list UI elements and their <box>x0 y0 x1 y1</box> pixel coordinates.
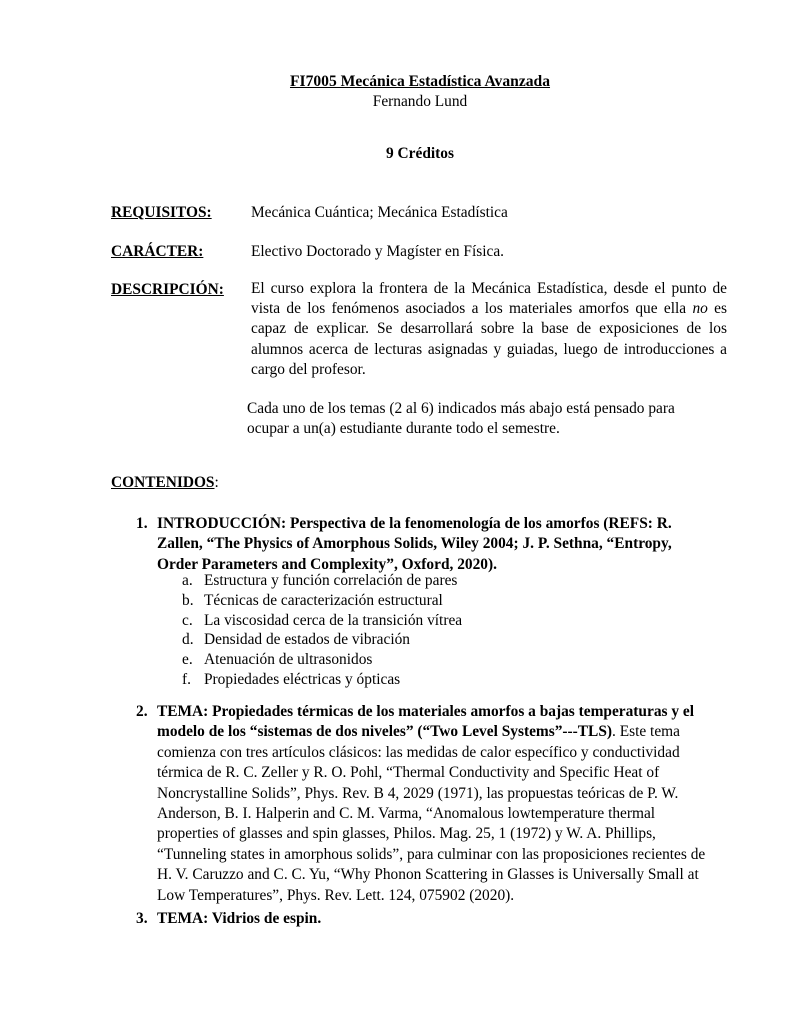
descripcion-label: DESCRIPCIÓN: <box>111 281 224 298</box>
item-1-line: Zallen, “The Physics of Amorphous Solids, Wiley 2004; J. P. Sethna, “Entropy, <box>157 535 672 553</box>
subitem-letter: b. <box>182 591 194 609</box>
item-3-text: TEMA: Vidrios de espin. <box>157 910 322 927</box>
item-1-heading <box>157 514 736 575</box>
subitem-text: Densidad de estados de vibración <box>204 631 411 649</box>
requisitos-value: Mecánica Cuántica; Mecánica Estadística <box>251 204 508 221</box>
subitem-list <box>182 571 462 690</box>
subitem-b <box>182 591 462 611</box>
descripcion-p2-line1: Cada uno de los temas (2 al 6) indicados más abajo está pensado para <box>247 400 675 417</box>
caracter-label: CARÁCTER: <box>111 243 204 260</box>
item-2-line: comienza con tres artículos clásicos: las medidas de calor específico y conductividad <box>157 743 680 761</box>
item-2-line <box>157 722 736 742</box>
descripcion-emphasis: no <box>692 300 708 318</box>
subitem-c <box>182 611 462 631</box>
subitem-text: Propiedades eléctricas y ópticas <box>204 670 401 688</box>
descripcion-text-b: es capaz de explicar. Se desarrollará sobre la base de exposiciones de los alumnos acerca de lecturas asignadas y guiadas, luego de introducciones a cargo del profesor. <box>251 300 727 378</box>
subitem-text: Técnicas de caracterización estructural <box>204 591 443 609</box>
item-2-bold-part: modelo de los “sistemas de dos niveles” (“Two Level Systems”---TLS) <box>157 723 613 741</box>
list-item-2 <box>136 702 736 906</box>
list-item-1 <box>136 514 736 575</box>
course-title: FI7005 Mecánica Estadística Avanzada <box>289 73 551 90</box>
subitem-a <box>182 571 462 591</box>
item-2-line: Anderson, B. I. Halperin and C. M. Varma, “Anomalous lowtemperature thermal <box>157 805 656 823</box>
item-2-number: 2. <box>136 703 148 720</box>
course-credits: 9 Créditos <box>386 145 454 162</box>
subitem-letter: c. <box>182 611 193 629</box>
caracter-value: Electivo Doctorado y Magíster en Física. <box>251 243 505 260</box>
item-3-number: 3. <box>136 910 148 927</box>
item-1-line: INTRODUCCIÓN: Perspectiva de la fenomenología de los amorfos (REFS: R. <box>157 515 672 532</box>
subitem-e <box>182 650 462 670</box>
subitem-text: Estructura y función correlación de pares <box>204 572 458 589</box>
item-2-line: “Tunneling states in amorphous solids”, para culminar con las proposiciones recientes de <box>157 845 706 863</box>
item-2-line: TEMA: Propiedades térmicas de los materiales amorfos a bajas temperaturas y el <box>157 703 695 720</box>
subitem-letter: d. <box>182 631 194 649</box>
contenidos-colon: : <box>214 474 219 491</box>
subitem-letter: e. <box>182 651 193 669</box>
item-2-body <box>157 702 736 906</box>
descripcion-paragraph <box>251 279 727 380</box>
list-item-3 <box>136 909 736 929</box>
subitem-text: Atenuación de ultrasonidos <box>204 651 373 669</box>
item-2-line: properties of glasses and spin glasses, Philos. Mag. 25, 1 (1972) y W. A. Phillips, <box>157 825 656 843</box>
item-2-line: Noncrystalline Solids”, Phys. Rev. B 4, 2029 (1971), las propuestas teóricas de P. W. <box>157 784 679 802</box>
item-2-line: Low Temperatures”, Phys. Rev. Lett. 124, 075902 (2020). <box>157 886 515 904</box>
item-2-tail: . Este tema <box>612 723 680 741</box>
item-2-line: térmica de R. C. Zeller y R. O. Pohl, “Thermal Conductivity and Specific Heat of <box>157 764 660 782</box>
item-1-number: 1. <box>136 515 148 532</box>
descripcion-paragraph-2 <box>247 399 727 439</box>
descripcion-p2-line2: ocupar a un(a) estudiante durante todo el semestre. <box>247 420 560 438</box>
subitem-text: La viscosidad cerca de la transición vítrea <box>204 611 463 629</box>
descripcion-text-a: El curso explora la frontera de la Mecánica Estadística, desde el punto de vista de los fenómenos asociados a los materiales amorfos que ella <box>251 280 727 318</box>
item-1-line: Order Parameters and Complexity”, Oxford, 2020). <box>157 555 497 573</box>
subitem-f <box>182 670 462 690</box>
item-2-line: H. V. Caruzzo and C. C. Yu, “Why Phonon Scattering in Glasses is Universally Small at <box>157 866 699 884</box>
subitem-letter: a. <box>182 572 193 589</box>
subitem-d <box>182 630 462 650</box>
subitem-letter: f. <box>182 670 191 688</box>
contenidos-label: CONTENIDOS <box>111 474 215 491</box>
requisitos-label: REQUISITOS: <box>111 204 212 221</box>
course-author: Fernando Lund <box>372 93 468 110</box>
contenidos-heading <box>111 474 219 492</box>
